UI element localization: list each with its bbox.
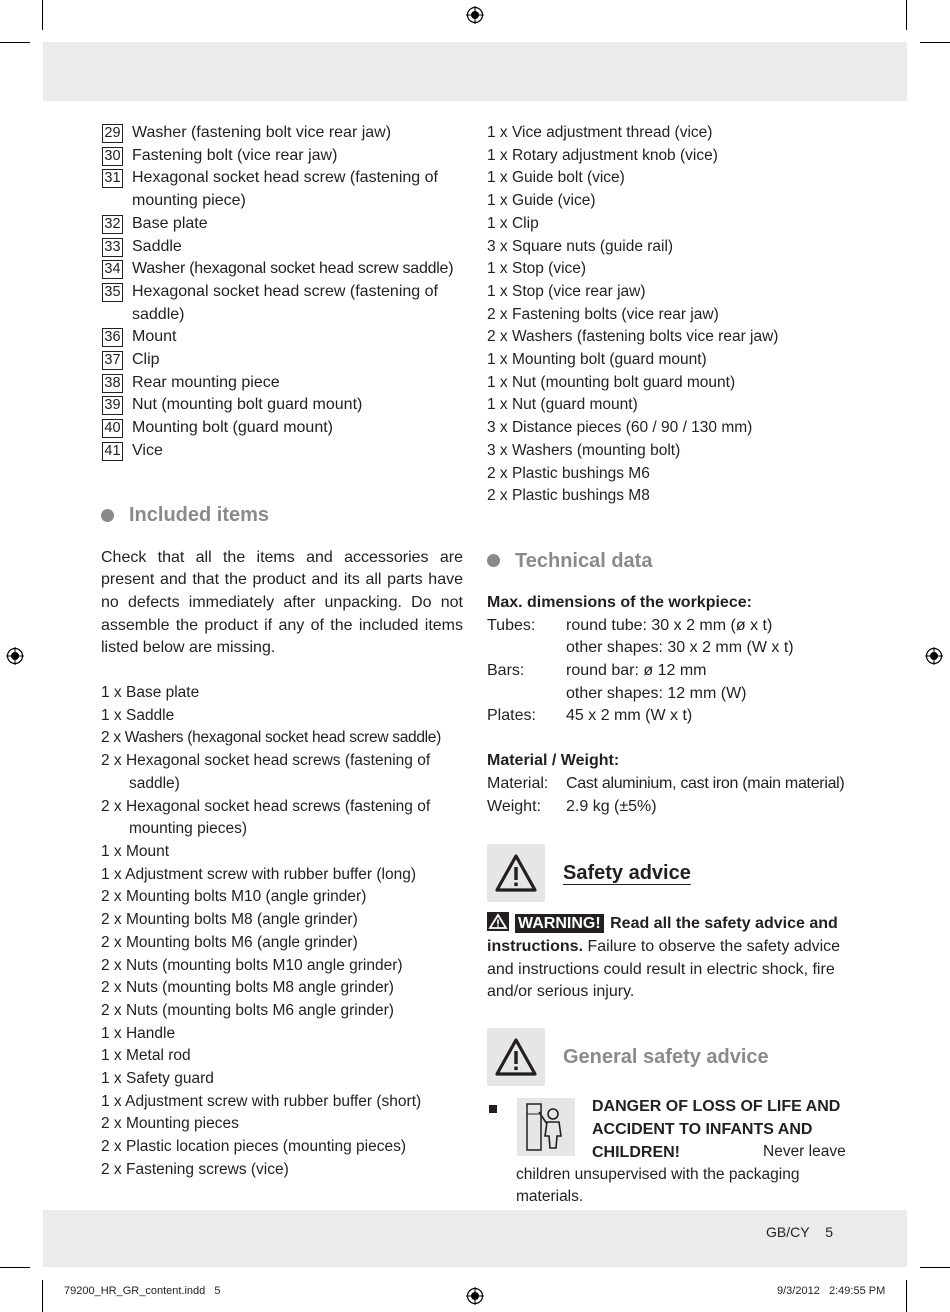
general-safety-title: General safety advice [563, 1045, 769, 1068]
warning-triangle-icon [487, 1028, 545, 1086]
spec-key [487, 637, 566, 660]
list-item: 1 x Adjustment screw with rubber buffer (short) [101, 1092, 422, 1110]
list-item: 1 x Mounting bolt (guard mount) [487, 351, 707, 369]
list-item [101, 236, 463, 259]
part-number: 33 [102, 238, 123, 257]
list-item [101, 417, 463, 440]
list-item: 1 x Nut (mounting bolt guard mount) [487, 373, 736, 391]
part-number: 30 [102, 147, 123, 166]
page-number: GB/CY 5 [766, 1224, 833, 1240]
list-item: 1 x Nut (guard mount) [487, 396, 638, 414]
included-items-title: Included items [129, 504, 270, 527]
registration-mark-icon [925, 647, 943, 665]
list-item [101, 326, 463, 349]
list-item: 2 x Fastening screws (vice) [101, 1160, 289, 1178]
part-label: Clip [132, 351, 160, 369]
list-item [101, 440, 463, 463]
slug-date: 9/3/2012 2:49:55 PM [777, 1285, 886, 1297]
bullet-icon [487, 554, 500, 567]
part-label: Rear mounting piece [132, 373, 280, 391]
part-number: 38 [102, 374, 123, 393]
list-item: 2 x Mounting bolts M8 (angle grinder) [101, 911, 358, 929]
list-item: 1 x Base plate [101, 684, 200, 702]
registration-mark-icon [6, 647, 24, 665]
part-number: 34 [102, 260, 123, 279]
crop-mark [920, 1267, 950, 1268]
list-item: 2 x Mounting bolts M10 (angle grinder) [101, 888, 367, 906]
list-item: 1 x Metal rod [101, 1047, 191, 1065]
list-item: 1 x Rotary adjustment knob (vice) [487, 146, 718, 164]
section-heading [101, 501, 463, 531]
spec-key [487, 683, 566, 706]
part-number: 36 [102, 328, 123, 347]
warning-text: Failure to observe the safety advice and instructions could result in electric shock, fire and/or serious injury. [487, 937, 841, 1001]
list-item: 2 x Mounting pieces [101, 1115, 239, 1133]
warning-paragraph [487, 912, 852, 1004]
list-item [101, 145, 463, 168]
spec-row [487, 683, 852, 706]
section-heading [487, 546, 852, 576]
safety-advice-title: Safety advice [563, 861, 691, 884]
list-item [101, 394, 463, 417]
list-item: 3 x Square nuts (guide rail) [487, 237, 674, 255]
list-item: 1 x Vice adjustment thread (vice) [487, 124, 713, 141]
spec-value: round bar: ø 12 mm [566, 662, 707, 680]
list-item: 2 x Plastic bushings M6 [487, 464, 650, 482]
list-item: 3 x Distance pieces (60 / 90 / 130 mm) [487, 419, 753, 437]
list-item: 1 x Mount [101, 842, 170, 860]
part-label: Hexagonal socket head screw (fastening of mounting piece) [132, 169, 438, 210]
spec-key: Weight: [487, 797, 541, 815]
part-number: 29 [102, 124, 123, 143]
list-item [101, 167, 463, 212]
parts-list [101, 122, 463, 463]
spec-row [487, 637, 852, 660]
right-column [487, 122, 852, 1164]
list-item [101, 122, 463, 145]
spec-row [487, 773, 852, 796]
warning-bold-text: Read all the safety advice and instructions. [487, 915, 838, 955]
included-intro: Check that all the items and accessories are present and that the product and its all parts have no defects immediately after unpacking. Do not assemble the product if any of the included items listed below are missing. [101, 548, 463, 657]
list-item [101, 349, 463, 372]
warning-small-icon [487, 912, 509, 931]
part-label: Washer (fastening bolt vice rear jaw) [132, 124, 392, 141]
spec-row [487, 796, 852, 819]
left-column [101, 122, 463, 1182]
square-bullet-icon [489, 1105, 497, 1113]
spec-value: 45 x 2 mm (W x t) [566, 707, 693, 725]
part-number: 31 [102, 169, 123, 188]
registration-mark-icon [466, 1287, 484, 1305]
list-item: 2 x Plastic location pieces (mounting pieces) [101, 1138, 406, 1156]
part-label: Vice [132, 441, 163, 459]
header-band [43, 42, 907, 101]
list-item: 1 x Saddle [101, 706, 175, 724]
part-label: Washer (hexagonal socket head screw saddle) [132, 260, 454, 278]
list-item [101, 213, 463, 236]
crop-mark [42, 0, 43, 30]
spec-key: Tubes: [487, 616, 536, 634]
general-safety-heading [487, 1028, 852, 1086]
spec-key: Material: [487, 774, 549, 792]
spec-row [487, 660, 852, 683]
list-item [101, 258, 463, 281]
danger-text: Never leave children unsupervised with the packaging materials. [516, 1143, 846, 1206]
part-label: Saddle [132, 237, 182, 255]
part-number: 37 [102, 351, 123, 370]
crop-mark [42, 1280, 43, 1312]
list-item: 2 x Nuts (mounting bolts M8 angle grinder) [101, 979, 394, 997]
spec-value: 2.9 kg (±5%) [566, 797, 657, 815]
included-items-list-continued [487, 122, 852, 508]
list-item: 1 x Handle [101, 1024, 176, 1042]
warning-badge: WARNING! [515, 914, 604, 933]
list-item: 2 x Nuts (mounting bolts M10 angle grinder) [101, 956, 403, 974]
spec-row [487, 705, 852, 728]
spec-row [487, 615, 852, 638]
list-item: 1 x Adjustment screw with rubber buffer (long) [101, 865, 417, 883]
spec-key: Bars: [487, 662, 525, 680]
technical-data-title: Technical data [515, 549, 653, 572]
crop-mark [0, 42, 30, 43]
part-number: 40 [102, 419, 123, 438]
part-number: 32 [102, 215, 123, 234]
list-item: 3 x Washers (mounting bolt) [487, 441, 681, 459]
list-item: 1 x Clip [487, 214, 539, 232]
list-item: 2 x Fastening bolts (vice rear jaw) [487, 305, 719, 323]
part-label: Fastening bolt (vice rear jaw) [132, 146, 338, 164]
bullet-icon [101, 509, 114, 522]
part-number: 35 [102, 283, 123, 302]
danger-bold-text: DANGER OF LOSS OF LIFE AND ACCIDENT TO INFANTS AND CHILDREN! [592, 1098, 841, 1161]
spec-value: round tube: 30 x 2 mm (ø x t) [566, 616, 773, 634]
safety-advice-heading [487, 844, 852, 902]
list-item: 2 x Mounting bolts M6 (angle grinder) [101, 933, 358, 951]
part-label: Mount [132, 328, 177, 346]
part-number: 41 [102, 442, 123, 461]
list-item: 1 x Safety guard [101, 1070, 214, 1088]
list-item: 2 x Washers (hexagonal socket head screw saddle) [101, 729, 441, 747]
slug-file: 79200_HR_GR_content.indd 5 [64, 1285, 221, 1297]
spec-value: Cast aluminium, cast iron (main material) [566, 774, 845, 792]
part-label: Nut (mounting bolt guard mount) [132, 396, 363, 414]
list-item: 1 x Stop (vice rear jaw) [487, 282, 646, 300]
part-number: 39 [102, 396, 123, 415]
list-item: 1 x Guide (vice) [487, 192, 596, 210]
material-heading: Material / Weight: [487, 752, 620, 770]
registration-mark-icon [466, 6, 484, 24]
list-item [101, 372, 463, 395]
list-item: 2 x Plastic bushings M8 [487, 487, 650, 505]
material-table [487, 773, 852, 818]
dimensions-table [487, 615, 852, 729]
list-item: 2 x Hexagonal socket head screws (fastening of mounting pieces) [101, 797, 431, 838]
spec-value: other shapes: 12 mm (W) [566, 684, 747, 702]
list-item: 2 x Nuts (mounting bolts M6 angle grinder) [101, 1001, 394, 1019]
included-items-list [101, 682, 463, 1181]
crop-mark [920, 42, 950, 43]
part-label: Mounting bolt (guard mount) [132, 419, 333, 437]
crop-mark [906, 0, 907, 30]
list-item: 1 x Guide bolt (vice) [487, 169, 625, 187]
list-item: 1 x Stop (vice) [487, 260, 587, 278]
part-label: Base plate [132, 214, 208, 232]
list-item: 2 x Washers (fastening bolts vice rear jaw) [487, 328, 779, 346]
crop-mark [906, 1280, 907, 1312]
warning-triangle-icon [487, 844, 545, 902]
dimensions-heading: Max. dimensions of the workpiece: [487, 593, 752, 611]
spec-key: Plates: [487, 707, 536, 725]
spec-value: other shapes: 30 x 2 mm (W x t) [566, 639, 794, 657]
part-label: Hexagonal socket head screw (fastening of saddle) [132, 282, 438, 323]
list-item [101, 281, 463, 326]
crop-mark [0, 1267, 30, 1268]
list-item: 2 x Hexagonal socket head screws (fastening of saddle) [101, 752, 431, 792]
